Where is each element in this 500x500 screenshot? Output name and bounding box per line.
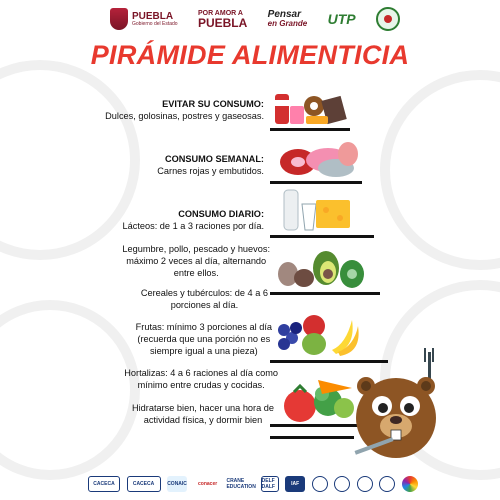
beaver-mascot xyxy=(354,348,450,458)
level-hydration xyxy=(132,402,274,426)
proteins-illustration xyxy=(274,246,366,292)
level-text-line: Cereales y tubérculos: de 4 a 6 xyxy=(140,288,268,298)
level-text-line: porciones al día. xyxy=(170,300,239,310)
header-logos xyxy=(110,4,400,34)
certification-logo xyxy=(379,476,395,492)
pensar-en-grande-logo xyxy=(268,10,308,28)
level-heading: EVITAR SU CONSUMO: xyxy=(162,99,264,109)
conaic-logo: CONAIC xyxy=(167,476,187,492)
pyramid-line xyxy=(270,181,362,184)
level-text: Lácteos: de 1 a 3 raciones por día. xyxy=(122,221,264,231)
puebla-text: PUEBLA xyxy=(197,15,248,30)
pyramid-line xyxy=(270,128,350,131)
pensar-text: Pensar xyxy=(267,9,302,20)
puebla-logo-subtext: Gobierno del Estado xyxy=(132,20,178,27)
sweets-illustration xyxy=(272,84,352,128)
dairy-illustration xyxy=(280,186,354,234)
vegetables-illustration xyxy=(278,372,358,424)
pyramid-line xyxy=(270,292,380,295)
level-fruits xyxy=(136,321,272,357)
utp-logo: UTP xyxy=(327,11,356,27)
level-avoid xyxy=(105,98,264,122)
puebla-logo xyxy=(110,8,178,30)
level-text-line: Legumbre, pollo, pescado y huevos: xyxy=(122,244,270,254)
level-text-line: (recuerda que una porción no es xyxy=(137,334,271,344)
por-amor-text: POR AMOR A xyxy=(197,9,243,17)
certification-logo xyxy=(357,476,373,492)
level-cereals xyxy=(141,287,268,311)
certification-logo xyxy=(312,476,328,492)
level-text-line: máximo 2 veces al día, alternando xyxy=(126,256,267,266)
page-title: PIRÁMIDE ALIMENTICIA xyxy=(90,40,410,70)
level-text-line: entre ellos. xyxy=(173,268,219,278)
level-text: Carnes rojas y embutidos. xyxy=(157,166,264,176)
caceca-logo: CACECA xyxy=(127,476,161,492)
level-text-line: mínimo entre crudas y cocidas. xyxy=(137,380,265,390)
level-heading: CONSUMO DIARIO: xyxy=(178,209,264,219)
pyramid-line xyxy=(270,436,354,439)
level-vegetables xyxy=(124,367,278,391)
level-text-line: Frutas: mínimo 3 porciones al día xyxy=(135,322,272,332)
level-heading: CONSUMO SEMANAL: xyxy=(164,154,264,164)
background-swirl xyxy=(380,70,500,270)
level-text-line: Hortalizas: 4 a 6 raciones al día como xyxy=(124,368,278,378)
conacer-logo: conacer xyxy=(198,481,218,487)
level-proteins xyxy=(122,243,270,279)
level-text-line: siempre igual a una pieza) xyxy=(149,346,258,356)
meats-illustration xyxy=(278,136,360,180)
level-text-line: Hidratarse bien, hacer una hora de xyxy=(132,403,274,413)
delf-dalf-logo: DELF DALF xyxy=(261,476,279,492)
en-grande-text: en Grande xyxy=(267,19,308,28)
crane-education-logo: CRANE EDUCATION xyxy=(226,478,256,490)
puebla-shield-icon xyxy=(110,8,128,30)
background-swirl xyxy=(0,60,140,260)
fruits-illustration xyxy=(274,300,364,360)
caceca-logo: CACECA xyxy=(88,476,120,492)
por-amor-a-puebla-logo xyxy=(198,10,247,29)
background-swirl xyxy=(0,300,140,480)
pyramid-line xyxy=(270,235,374,238)
sdg-logo xyxy=(402,476,418,492)
footer-logos xyxy=(88,472,418,496)
iaf-logo: IAF xyxy=(285,476,305,492)
level-weekly xyxy=(157,153,264,177)
level-daily xyxy=(123,208,264,232)
level-text-line: actividad física, y dormir bien xyxy=(143,415,263,425)
puebla-logo-text: PUEBLA xyxy=(132,10,174,22)
university-seal-icon xyxy=(376,7,400,31)
level-text: Dulces, golosinas, postres y gaseosas. xyxy=(105,111,264,121)
certification-logo xyxy=(334,476,350,492)
